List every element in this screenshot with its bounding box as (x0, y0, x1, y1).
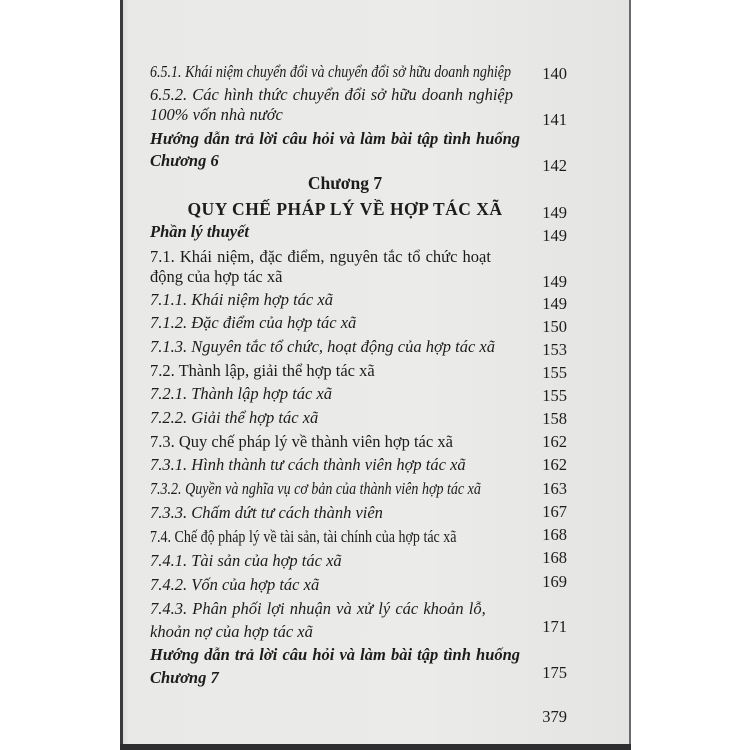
toc-page-7-1-2: 150 (542, 317, 567, 336)
toc-page-guide-7: 175 (542, 663, 567, 682)
toc-entry-6-5-2-cont: 100% vốn nhà nước (150, 105, 283, 124)
toc-entry-7-2: 7.2. Thành lập, giải thể hợp tác xã (150, 361, 375, 380)
toc-entry-7-3-2: 7.3.2. Quyền và nghĩa vụ cơ bản của thành viên hợp tác xã (150, 479, 481, 498)
toc-entry-7-3-3: 7.3.3. Chấm dứt tư cách thành viên (150, 503, 383, 522)
chapter-label: Chương 7 (307, 173, 383, 193)
toc-page-7-2-1: 155 (542, 386, 567, 405)
toc-page-7-1: 149 (542, 272, 567, 291)
toc-entry-7-4-3: 7.4.3. Phân phối lợi nhuận và xử lý các khoản lỗ, (150, 599, 486, 618)
toc-entry-7-4-2: 7.4.2. Vốn của hợp tác xã (150, 575, 320, 594)
toc-page-7-3-2: 163 (542, 479, 567, 498)
page-number: 379 (542, 707, 567, 726)
toc-page-6-5-2: 141 (542, 110, 567, 129)
toc-entry-7-4-3-cont: khoản nợ của hợp tác xã (150, 622, 313, 641)
toc-page-7-1-1: 149 (542, 294, 567, 313)
toc-entry-6-5-1: 6.5.1. Khái niệm chuyển đổi và chuyển đổi sở hữu doanh nghiệp (150, 62, 512, 81)
toc-entry-7-2-1: 7.2.1. Thành lập hợp tác xã (150, 384, 333, 403)
toc-theory: Phần lý thuyết (150, 222, 250, 241)
toc-entry-7-1-2: 7.1.2. Đặc điểm của hợp tác xã (150, 313, 357, 332)
toc-entry-7-3-1: 7.3.1. Hình thành tư cách thành viên hợp tác xã (150, 455, 466, 474)
toc-page-7-3-1: 162 (542, 455, 567, 474)
toc-entry-7-1-3: 7.1.3. Nguyên tắc tổ chức, hoạt động của hợp tác xã (150, 337, 495, 356)
toc-entry-7-2-2: 7.2.2. Giải thể hợp tác xã (150, 408, 319, 427)
toc-entry-7-3: 7.3. Quy chế pháp lý về thành viên hợp tác xã (150, 432, 453, 451)
toc-guide-chapter-7-cont: Chương 7 (150, 668, 219, 687)
toc-guide-chapter-6-cont: Chương 6 (150, 151, 219, 170)
toc-page-chapter-title: 149 (542, 203, 567, 222)
toc-entry-7-1: 7.1. Khái niệm, đặc điểm, nguyên tắc tổ chức hoạt (150, 247, 491, 266)
toc-page-6-5-1: 140 (542, 64, 567, 83)
toc-page-7-3-3: 167 (542, 502, 567, 521)
toc-entry-7-1-1: 7.1.1. Khái niệm hợp tác xã (150, 290, 333, 309)
toc-page-guide-6: 142 (542, 156, 567, 175)
toc-entry-7-4-1: 7.4.1. Tài sản của hợp tác xã (150, 551, 342, 570)
toc-guide-chapter-6: Hướng dẫn trả lời câu hỏi và làm bài tập tình huống (150, 129, 521, 148)
toc-page-7-3: 162 (542, 432, 567, 451)
toc-entry-6-5-2: 6.5.2. Các hình thức chuyển đổi sở hữu doanh nghiệp (150, 85, 514, 104)
chapter-title: QUY CHẾ PHÁP LÝ VỀ HỢP TÁC XÃ (187, 199, 503, 219)
toc-page-7-4-3: 171 (542, 617, 567, 636)
toc-page-7-2-2: 158 (542, 409, 567, 428)
page-bottom-edge (120, 744, 631, 750)
toc-page-7-4: 168 (542, 525, 567, 544)
toc-page-7-1-3: 153 (542, 340, 567, 359)
toc-page-7-2: 155 (542, 363, 567, 382)
toc-guide-chapter-7: Hướng dẫn trả lời câu hỏi và làm bài tập tình huống (150, 645, 521, 664)
toc-page-theory: 149 (542, 226, 567, 245)
toc-page-7-4-2: 169 (542, 572, 567, 591)
toc-entry-7-4: 7.4. Chế độ pháp lý về tài sản, tài chính của hợp tác xã (150, 527, 457, 546)
toc-entry-7-1-cont: động của hợp tác xã (150, 267, 283, 286)
toc-page-7-4-1: 168 (542, 548, 567, 567)
